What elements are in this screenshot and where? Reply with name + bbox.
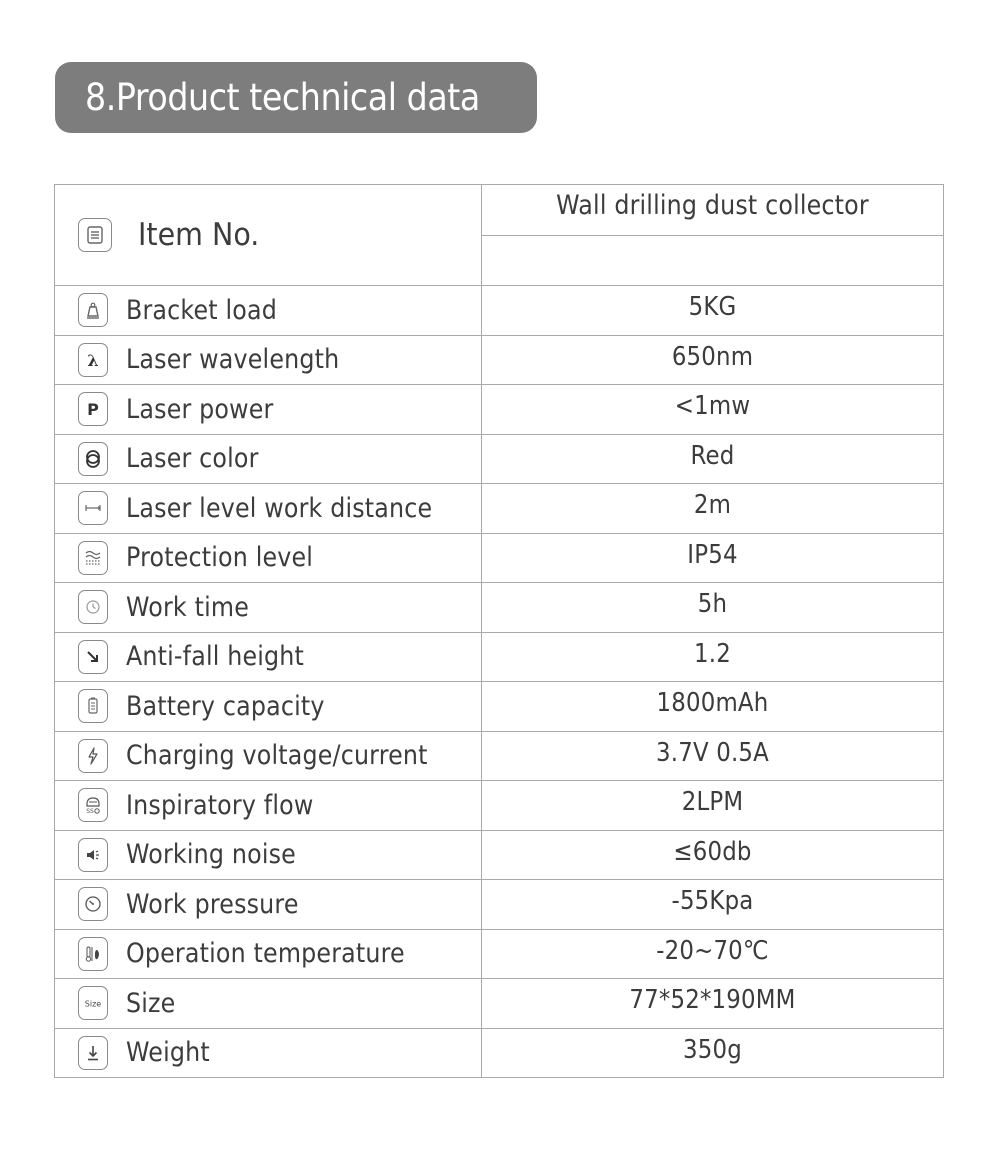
row-label-cell: [55, 533, 482, 583]
section-heading-text: 8.Product technical data: [85, 76, 480, 119]
speaker-noise-icon: [78, 838, 108, 872]
size-icon-text: Size: [84, 999, 102, 1009]
row-label-cell: [55, 434, 482, 484]
table-row: [55, 731, 944, 781]
row-value: <1mw: [674, 391, 751, 422]
header-label: Item No.: [138, 217, 260, 253]
svg-text:λ: λ: [87, 350, 99, 370]
color-rings-icon: [78, 442, 108, 476]
header-empty-cell: [482, 236, 944, 286]
table-row: [55, 385, 944, 435]
row-label-cell: [55, 385, 482, 435]
row-value: Red: [690, 440, 735, 471]
row-value: 650nm: [671, 341, 754, 372]
row-label-cell: [55, 335, 482, 385]
table-row: [55, 781, 944, 831]
lightning-icon: [78, 739, 108, 773]
row-label: Work time: [126, 591, 249, 623]
row-label: Charging voltage/current: [126, 740, 428, 772]
row-value-cell: [482, 286, 944, 336]
waves-protection-icon: [78, 541, 108, 575]
row-label-cell: [55, 880, 482, 930]
row-value-cell: [482, 781, 944, 831]
spec-table: [54, 184, 944, 1078]
table-row: [55, 880, 944, 930]
table-row: [55, 583, 944, 633]
table-row: [55, 335, 944, 385]
row-label-cell: [55, 484, 482, 534]
row-label: Operation temperature: [126, 938, 405, 970]
row-value: 2m: [693, 490, 732, 521]
row-label: Battery capacity: [126, 690, 325, 722]
row-value-cell: [482, 830, 944, 880]
distance-ruler-icon: [78, 491, 108, 525]
row-label-cell: [55, 583, 482, 633]
row-label-cell: [55, 781, 482, 831]
row-label-cell: [55, 632, 482, 682]
section-heading: [55, 62, 537, 133]
lambda-icon: [78, 343, 108, 377]
row-value-cell: [482, 434, 944, 484]
row-label: Working noise: [126, 839, 296, 871]
svg-text:SS: SS: [86, 808, 94, 816]
row-value: ≤60db: [673, 836, 752, 867]
battery-icon: [78, 689, 108, 723]
thermometer-icon: [78, 937, 108, 971]
weight-load-icon: [78, 293, 108, 327]
table-row: [55, 286, 944, 336]
row-label-cell: [55, 286, 482, 336]
row-value-cell: [482, 979, 944, 1029]
row-label: Protection level: [126, 542, 314, 574]
svg-text:P: P: [87, 400, 99, 420]
row-value: -55Kpa: [671, 886, 754, 917]
row-value: 1.2: [694, 638, 731, 669]
table-row: [55, 682, 944, 732]
row-value-cell: [482, 583, 944, 633]
row-value: 350g: [683, 1034, 742, 1065]
header-value-cell: [482, 185, 944, 236]
row-label: Anti-fall height: [126, 641, 305, 673]
row-label-cell: [55, 979, 482, 1029]
header-value: Wall drilling dust collector: [556, 189, 869, 221]
row-value-cell: [482, 682, 944, 732]
clock-icon: [78, 590, 108, 624]
row-label-cell: [55, 682, 482, 732]
down-arrow-fall-icon: [78, 640, 108, 674]
document-list-icon: [78, 218, 112, 252]
table-row: [55, 632, 944, 682]
row-label: Work pressure: [126, 888, 299, 920]
table-row: [55, 1028, 944, 1078]
row-value: 5KG: [688, 292, 737, 323]
row-value-cell: [482, 731, 944, 781]
row-label-cell: [55, 830, 482, 880]
row-value: 5h: [697, 589, 728, 620]
row-label: Inspiratory flow: [126, 789, 314, 821]
row-label: Weight: [126, 1037, 210, 1069]
table-row: [55, 434, 944, 484]
weight-down-icon: [78, 1036, 108, 1070]
row-label: Size: [126, 987, 176, 1019]
row-value-cell: [482, 929, 944, 979]
row-value-cell: [482, 533, 944, 583]
table-row: [55, 830, 944, 880]
row-label: Laser wavelength: [126, 344, 340, 376]
row-value-cell: [482, 385, 944, 435]
header-label-cell: [55, 185, 482, 286]
row-value-cell: [482, 335, 944, 385]
row-value-cell: [482, 632, 944, 682]
table-header-row: [55, 185, 944, 236]
size-label-icon: [78, 986, 108, 1020]
row-label-cell: [55, 1028, 482, 1078]
row-value: 2LPM: [681, 787, 744, 818]
row-value: 77*52*190MM: [629, 985, 796, 1016]
table-row: [55, 533, 944, 583]
row-label: Laser color: [126, 443, 259, 475]
row-value: IP54: [687, 539, 738, 570]
row-label: Bracket load: [126, 294, 277, 326]
row-label: Laser power: [126, 393, 274, 425]
table-row: [55, 484, 944, 534]
power-p-icon: [78, 392, 108, 426]
airflow-icon: [78, 788, 108, 822]
row-value-cell: [482, 880, 944, 930]
row-label: Laser level work distance: [126, 492, 433, 524]
table-row: [55, 929, 944, 979]
row-value: -20~70℃: [656, 935, 769, 966]
row-label-cell: [55, 731, 482, 781]
row-value: 1800mAh: [656, 688, 769, 719]
pressure-gauge-icon: [78, 887, 108, 921]
table-row: [55, 979, 944, 1029]
row-value-cell: [482, 484, 944, 534]
row-value-cell: [482, 1028, 944, 1078]
row-value: 3.7V 0.5A: [656, 737, 769, 768]
row-label-cell: [55, 929, 482, 979]
